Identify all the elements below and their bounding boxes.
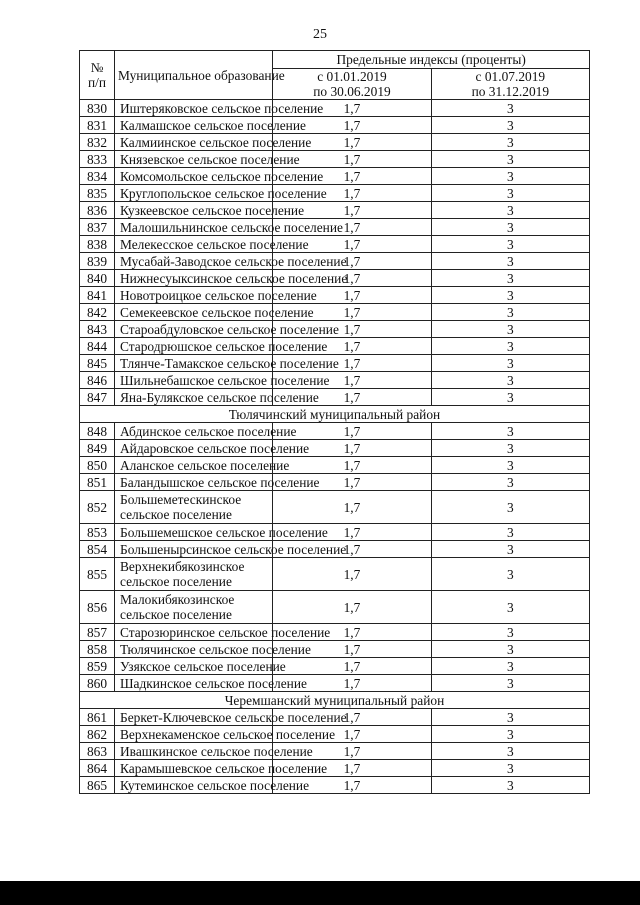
municipality-name: Семекеевское сельское поселение (115, 304, 273, 321)
district-heading-row (80, 692, 590, 709)
municipality-name: Нижнесуыксинское сельское поселение (115, 270, 273, 287)
index-period-1: 1,7 (273, 491, 431, 524)
table-row (80, 457, 590, 474)
municipality-name: Малошильнинское сельское поселение (115, 219, 273, 236)
index-period-2: 3 (431, 474, 589, 491)
index-period-1: 1,7 (273, 624, 431, 641)
row-number: 831 (80, 117, 115, 134)
index-period-2: 3 (431, 457, 589, 474)
municipality-name: Старозюринское сельское поселение (115, 624, 273, 641)
row-number: 851 (80, 474, 115, 491)
index-period-2: 3 (431, 524, 589, 541)
header-limit-indices: Предельные индексы (проценты) (273, 51, 590, 69)
index-period-2: 3 (431, 777, 589, 794)
index-period-1: 1,7 (273, 270, 431, 287)
table-row (80, 558, 590, 591)
row-number: 834 (80, 168, 115, 185)
municipality-name: Айдаровское сельское поселение (115, 440, 273, 457)
row-number: 862 (80, 726, 115, 743)
row-number: 850 (80, 457, 115, 474)
municipality-name: Комсомольское сельское поселение (115, 168, 273, 185)
row-number: 854 (80, 541, 115, 558)
index-period-1: 1,7 (273, 423, 431, 440)
header-period-1 (273, 69, 431, 100)
table-row (80, 524, 590, 541)
municipality-name: Мелекесское сельское поселение (115, 236, 273, 253)
table-row (80, 624, 590, 641)
municipality-name: Беркет-Ключевское сельское поселение (115, 709, 273, 726)
index-period-2: 3 (431, 743, 589, 760)
index-period-2: 3 (431, 100, 589, 117)
index-period-2: 3 (431, 709, 589, 726)
table-row (80, 743, 590, 760)
municipality-name: Большемешское сельское поселение (115, 524, 273, 541)
table-row (80, 134, 590, 151)
row-number: 839 (80, 253, 115, 270)
index-period-2: 3 (431, 355, 589, 372)
municipality-name: Баландышское сельское поселение (115, 474, 273, 491)
table-header (80, 51, 590, 100)
table-row (80, 440, 590, 457)
row-number: 852 (80, 491, 115, 524)
municipality-name: Тлянче-Тамакское сельское поселение (115, 355, 273, 372)
index-period-2: 3 (431, 423, 589, 440)
row-number: 864 (80, 760, 115, 777)
header-number-symbol: № (90, 60, 104, 75)
row-number: 848 (80, 423, 115, 440)
row-number: 836 (80, 202, 115, 219)
table-row (80, 777, 590, 794)
table-row (80, 355, 590, 372)
table-row (80, 253, 590, 270)
row-number: 863 (80, 743, 115, 760)
index-period-1: 1,7 (273, 760, 431, 777)
index-period-1: 1,7 (273, 389, 431, 406)
table-row (80, 338, 590, 355)
municipality-name: Шильнебашское сельское поселение (115, 372, 273, 389)
row-number: 830 (80, 100, 115, 117)
row-number: 832 (80, 134, 115, 151)
index-period-1: 1,7 (273, 558, 431, 591)
table-row (80, 219, 590, 236)
municipality-name: Верхнекаменское сельское поселение (115, 726, 273, 743)
index-period-1: 1,7 (273, 304, 431, 321)
municipality-name: Ивашкинское сельское поселение (115, 743, 273, 760)
index-period-1: 1,7 (273, 743, 431, 760)
table-body (80, 100, 590, 794)
municipality-name: Калмашское сельское поселение (115, 117, 273, 134)
page-number: 25 (313, 27, 327, 42)
header-period-2 (431, 69, 589, 100)
row-number: 849 (80, 440, 115, 457)
index-period-1: 1,7 (273, 219, 431, 236)
index-period-1: 1,7 (273, 151, 431, 168)
district-name: Черемшанский муниципальный район (80, 692, 590, 709)
table-row (80, 474, 590, 491)
index-period-1: 1,7 (273, 372, 431, 389)
row-number: 860 (80, 675, 115, 692)
index-period-1: 1,7 (273, 236, 431, 253)
index-period-1: 1,7 (273, 777, 431, 794)
municipality-name: Большенырсинское сельское поселение (115, 541, 273, 558)
index-period-1: 1,7 (273, 100, 431, 117)
row-number: 859 (80, 658, 115, 675)
index-period-2: 3 (431, 321, 589, 338)
index-period-2: 3 (431, 760, 589, 777)
table-row (80, 151, 590, 168)
index-period-1: 1,7 (273, 726, 431, 743)
table-row (80, 287, 590, 304)
index-period-1: 1,7 (273, 185, 431, 202)
index-period-2: 3 (431, 558, 589, 591)
municipality-name: Князевское сельское поселение (115, 151, 273, 168)
index-period-1: 1,7 (273, 658, 431, 675)
header-municipality: Муниципальное образование (115, 51, 273, 100)
index-period-2: 3 (431, 491, 589, 524)
table-row (80, 100, 590, 117)
index-period-2: 3 (431, 591, 589, 624)
index-period-1: 1,7 (273, 134, 431, 151)
row-number: 847 (80, 389, 115, 406)
municipality-name: Стародрюшское сельское поселение (115, 338, 273, 355)
index-period-1: 1,7 (273, 202, 431, 219)
row-number: 835 (80, 185, 115, 202)
table-row (80, 541, 590, 558)
row-number: 842 (80, 304, 115, 321)
limit-indices-table (79, 50, 590, 794)
index-period-2: 3 (431, 151, 589, 168)
index-period-1: 1,7 (273, 253, 431, 270)
municipality-name: Кузкеевское сельское поселение (115, 202, 273, 219)
table-row (80, 641, 590, 658)
table-row (80, 658, 590, 675)
municipality-name: Мусабай-Заводское сельское поселение (115, 253, 273, 270)
municipality-name: Кутеминское сельское поселение (115, 777, 273, 794)
table-row (80, 168, 590, 185)
index-period-2: 3 (431, 372, 589, 389)
municipality-name: Большеметескинское сельское поселение (115, 491, 273, 524)
municipality-name: Шадкинское сельское поселение (115, 675, 273, 692)
index-period-1: 1,7 (273, 675, 431, 692)
row-number: 840 (80, 270, 115, 287)
row-number: 846 (80, 372, 115, 389)
index-period-1: 1,7 (273, 591, 431, 624)
table-row (80, 491, 590, 524)
index-period-2: 3 (431, 202, 589, 219)
index-period-2: 3 (431, 726, 589, 743)
index-period-1: 1,7 (273, 524, 431, 541)
index-period-1: 1,7 (273, 457, 431, 474)
header-number (80, 51, 115, 100)
index-period-2: 3 (431, 117, 589, 134)
index-period-1: 1,7 (273, 440, 431, 457)
row-number: 865 (80, 777, 115, 794)
municipality-name: Малокибякозинское сельское поселение (115, 591, 273, 624)
index-period-2: 3 (431, 440, 589, 457)
index-period-2: 3 (431, 624, 589, 641)
table-row (80, 270, 590, 287)
table-row (80, 117, 590, 134)
index-period-2: 3 (431, 270, 589, 287)
index-period-1: 1,7 (273, 474, 431, 491)
index-period-1: 1,7 (273, 641, 431, 658)
index-period-2: 3 (431, 287, 589, 304)
index-period-1: 1,7 (273, 321, 431, 338)
header-period-2-from: с 01.07.2019 (475, 69, 546, 84)
table-row (80, 185, 590, 202)
table-row (80, 304, 590, 321)
index-period-2: 3 (431, 658, 589, 675)
municipality-name: Верхнекибякозинское сельское поселение (115, 558, 273, 591)
row-number: 841 (80, 287, 115, 304)
row-number: 861 (80, 709, 115, 726)
table-row (80, 236, 590, 253)
index-period-2: 3 (431, 185, 589, 202)
table-row (80, 675, 590, 692)
header-number-abbr: п/п (87, 75, 107, 90)
index-period-2: 3 (431, 338, 589, 355)
municipality-name: Иштеряковское сельское поселение (115, 100, 273, 117)
index-period-1: 1,7 (273, 541, 431, 558)
index-period-2: 3 (431, 675, 589, 692)
index-period-2: 3 (431, 253, 589, 270)
index-period-1: 1,7 (273, 355, 431, 372)
municipality-name: Круглопольское сельское поселение (115, 185, 273, 202)
index-period-2: 3 (431, 236, 589, 253)
municipality-name: Карамышевское сельское поселение (115, 760, 273, 777)
table-row (80, 423, 590, 440)
municipality-name: Абдинское сельское поселение (115, 423, 273, 440)
table-row (80, 389, 590, 406)
index-period-2: 3 (431, 134, 589, 151)
header-period-1-from: с 01.01.2019 (317, 69, 387, 84)
index-period-1: 1,7 (273, 287, 431, 304)
index-period-1: 1,7 (273, 168, 431, 185)
municipality-name: Староабдуловское сельское поселение (115, 321, 273, 338)
index-period-2: 3 (431, 219, 589, 236)
row-number: 844 (80, 338, 115, 355)
index-period-2: 3 (431, 168, 589, 185)
header-period-1-to: по 30.06.2019 (313, 84, 391, 99)
scan-bottom-edge (0, 881, 640, 905)
index-period-2: 3 (431, 541, 589, 558)
district-name: Тюлячинский муниципальный район (80, 406, 590, 423)
index-period-2: 3 (431, 389, 589, 406)
row-number: 838 (80, 236, 115, 253)
index-period-2: 3 (431, 304, 589, 321)
table-row (80, 726, 590, 743)
district-heading-row (80, 406, 590, 423)
header-period-2-to: по 31.12.2019 (471, 84, 550, 99)
table-row (80, 760, 590, 777)
row-number: 856 (80, 591, 115, 624)
row-number: 858 (80, 641, 115, 658)
row-number: 845 (80, 355, 115, 372)
row-number: 843 (80, 321, 115, 338)
municipality-name: Новотроицкое сельское поселение (115, 287, 273, 304)
index-period-1: 1,7 (273, 117, 431, 134)
municipality-name: Калмиинское сельское поселение (115, 134, 273, 151)
table-row (80, 202, 590, 219)
municipality-name: Узякское сельское поселение (115, 658, 273, 675)
index-period-1: 1,7 (273, 709, 431, 726)
municipality-name: Яна-Булякское сельское поселение (115, 389, 273, 406)
index-period-1: 1,7 (273, 338, 431, 355)
table-row (80, 372, 590, 389)
municipality-name: Аланское сельское поселение (115, 457, 273, 474)
table-row (80, 321, 590, 338)
index-period-2: 3 (431, 641, 589, 658)
row-number: 833 (80, 151, 115, 168)
row-number: 837 (80, 219, 115, 236)
row-number: 855 (80, 558, 115, 591)
row-number: 853 (80, 524, 115, 541)
municipality-name: Тюлячинское сельское поселение (115, 641, 273, 658)
table-row (80, 709, 590, 726)
table-row (80, 591, 590, 624)
row-number: 857 (80, 624, 115, 641)
